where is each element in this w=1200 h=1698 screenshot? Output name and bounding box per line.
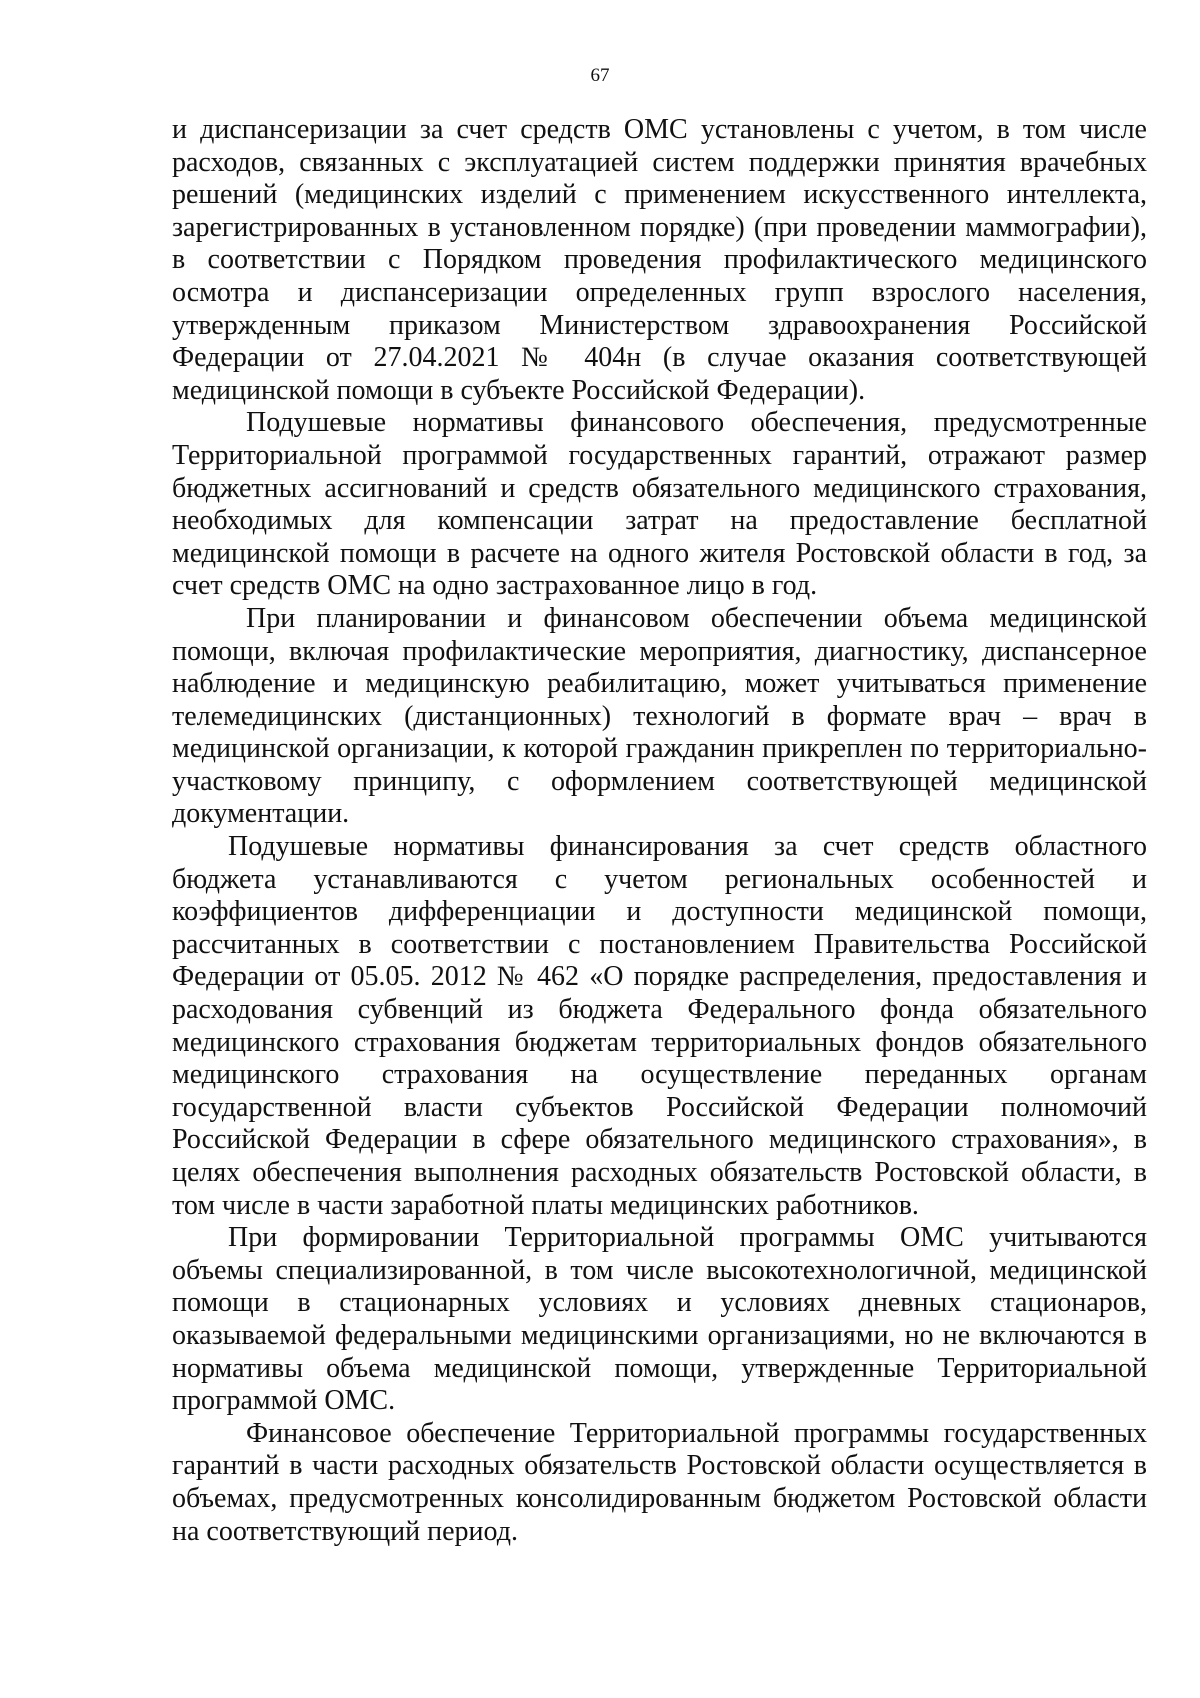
paragraph-5: При формировании Территориальной программы ОМС учитываются объемы специализированной, в том числе высокотехнологичной, медицинской помощи в стационарных условиях и условиях дневных стационаров, оказываемой федеральными медицинскими организациями, но не включаются в нормативы объема медицинской помощи, утвержденные Территориальной программой ОМС. [172,1222,1147,1417]
document-body [172,114,1147,1548]
page-number: 67 [590,65,610,86]
paragraph-3: При планировании и финансовом обеспечении объема медицинской помощи, включая профилактические мероприятия, диагностику, диспансерное наблюдение и медицинскую реабилитацию, может учитываться применение телемедицинских (дистанционных) технологий в формате врач – врач в медицинской организации, к которой гражданин прикреплен по территориально-участковому принципу, с оформлением соответствующей медицинской документации. [172,602,1147,830]
paragraph-4: Подушевые нормативы финансирования за счет средств областного бюджета устанавливаются с учетом региональных особенностей и коэффициентов дифференциации и доступности медицинской помощи, рассчитанных в соответствии с постановлением Правительства Российской Федерации от 05.05. 2012 № 462 «О порядке распределения, предоставления и расходования субвенций из бюджета Федерального фонда обязательного медицинского страхования бюджетам территориальных фондов обязательного медицинского страхования на осуществление переданных органам государственной власти субъектов Российской Федерации полномочий Российской Федерации в сфере обязательного медицинского страхования», в целях обеспечения выполнения расходных обязательств Ростовской области, в том числе в части заработной платы медицинских работников. [172,831,1147,1221]
paragraph-6: Финансовое обеспечение Территориальной программы государственных гарантий в части расходных обязательств Ростовской области осуществляется в объемах, предусмотренных консолидированным бюджетом Ростовской области на соответствующий период. [172,1417,1147,1547]
paragraph-1: и диспансеризации за счет средств ОМС установлены с учетом, в том числе расходов, связанных с эксплуатацией систем поддержки принятия врачебных решений (медицинских изделий с применением искусственного интеллекта, зарегистрированных в установленном порядке) (при проведении маммографии), в соответствии с Порядком проведения профилактического медицинского осмотра и диспансеризации определенных групп взрослого населения, утвержденным приказом Министерством здравоохранения Российской Федерации от 27.04.2021 № 404н (в случае оказания соответствующей медицинской помощи в субъекте Российской Федерации). [172,114,1147,406]
paragraph-2: Подушевые нормативы финансового обеспечения, предусмотренные Территориальной программой государственных гарантий, отражают размер бюджетных ассигнований и средств обязательного медицинского страхования, необходимых для компенсации затрат на предоставление бесплатной медицинской помощи в расчете на одного жителя Ростовской области в год, за счет средств ОМС на одно застрахованное лицо в год. [172,407,1147,602]
